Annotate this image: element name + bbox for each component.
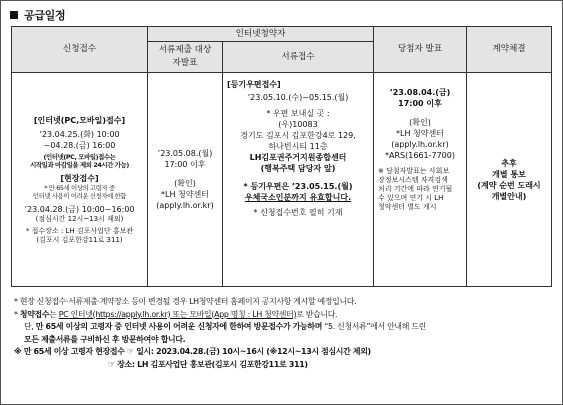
header-contract: 계약체결 [467,27,552,73]
doc-target-date: ’23.05.08.(월) [157,149,213,158]
mail-period: ’23.05.10.(수)~05.15.(월) [247,93,349,102]
doc-target-site: *LH 청약센터 [161,190,209,199]
onsite-place-1: * 접수장소 : LH 김포사업단 홍보관 [25,226,134,235]
winner-url: (apply.lh.or.kr) [391,140,449,149]
online-date-start: ’23.04.25.(화) 10:00 [39,129,120,139]
mail-number-note: * 신청접수번호 필히 기재 [253,208,343,217]
mail-zip: (우)10083 [278,120,318,129]
header-winner: 당첨자 발표 [374,27,467,73]
mail-center: LH김포권주거지원종합센터 [249,153,347,162]
contract-line-2: 개별 통보 [492,169,526,179]
contract-line-3: (계약 순번 도래시 [477,180,541,190]
winner-time: 17:00 이후 [398,99,442,108]
cell-doc-submission [223,73,374,287]
schedule-table [11,26,552,287]
cell-contract [467,73,552,287]
online-note-1: (인터넷(PC, 모바일)접수는 [43,152,116,161]
note-elderly: 단, 만 65세 이상의 고령자 중 인터넷 사용이 어려운 신청자에 한하여 방문접수가 가능하며 “5. 신청서류”에서 안내해 드린 [24,322,426,331]
cell-winner [374,73,467,287]
winner-date: ’23.08.04.(금) [389,88,451,97]
note-documents: 모든 제출서류를 구비하신 후 방문하여야 합니다. [24,334,186,344]
cell-doc-target [148,73,223,287]
mail-addr-2: 하나빈시티 11층 [268,142,328,151]
doc-target-time: 17:00 이후 [164,160,206,169]
note-application-channel: * 청약접수는 PC 인터넷(https://apply.lh.or.kr) 또는 모바일(App 명칭 : LH 청약센터)로 받습니다. [14,309,338,319]
header-application: 신청접수 [12,27,148,73]
bullet-square-icon [10,11,18,19]
cell-application [12,73,148,287]
header-doc-submission: 서류접수 [223,42,374,73]
winner-note-3: 처리 기간에 따라 연기될 [378,185,453,193]
winner-ars: *ARS(1661-7700) [385,151,455,160]
mail-deadline-1: * 등기우편은 ’23.05.15.(월) [243,182,353,191]
mail-deadline-2: 우체국소인분까지 유효합니다. [244,193,352,202]
onsite-lunch: (점심시간 12시~13시 제외) [35,214,124,223]
onsite-date: ’23.04.28.(금) 10:00~16:00 [24,204,135,214]
section-title: 공급일정 [10,7,65,23]
online-head: [인터넷(PC,모바일)접수] [33,115,126,125]
winner-check: (확인) [409,118,431,127]
header-internet-group: 인터넷청약자 [148,27,374,42]
mail-addr-1: 경기도 김포시 김포한강4로 129, [240,131,356,140]
onsite-note-2: 인터넷 사용이 어려운 신청자에 한함 [32,191,127,200]
doc-target-url: (apply.lh.or.kr) [156,201,214,210]
online-note-2: 시작일과 마감일을 제외 24시간 가능) [30,160,129,169]
contract-line-1: 추후 [501,158,517,168]
note-onsite-time: ※ 만 65세 이상 고령자 현장접수 ☞ 일시: 2023.04.28.(금) 10시~16시 (※12시~13시 점심시간 제외) [14,347,371,356]
onsite-place-2: (김포시 김포한강11로 311) [36,235,123,244]
mail-addr-label: * 우편 보내실 곳 : [266,109,330,118]
winner-note-1: ※ 당첨자발표는 사회보 [378,167,450,175]
header-doc-target: 서류제출 대상자발표 [148,42,223,73]
winner-note-4: 수 있으며 연기 시 LH [378,194,444,202]
contract-line-4: 개별안내) [491,191,527,201]
mail-head: [등기우편접수] [227,80,281,89]
notes-section [14,296,554,371]
mail-team: (행복주택 담당자 앞) [260,164,336,173]
winner-note-2: 장정보시스템 자격검색 [378,176,448,184]
doc-target-check: (확인) [174,179,196,188]
winner-site: *LH 청약센터 [396,129,444,138]
note-change: * 현장 신청접수·서류제출·계약장소 등이 변경될 경우 LH청약센터 홈페이지 공지사항 게시할 예정입니다. [14,297,357,306]
winner-note-5: 청약센터 별도 게시 [378,203,437,211]
online-date-end: ~04.28.(금) 16:00 [43,140,116,150]
onsite-note-1: * 만 65세 이상의 고령자 중 [44,183,115,192]
note-onsite-place: ☞ 장소: LH 김포사업단 홍보관(김포시 김포한강11로 311) [108,359,308,369]
onsite-head: [현장접수] [60,173,99,183]
apply-link[interactable]: PC 인터넷(https://apply.lh.or.kr) 또는 모바일(App 명칭 : LH 청약센터) [58,309,297,319]
